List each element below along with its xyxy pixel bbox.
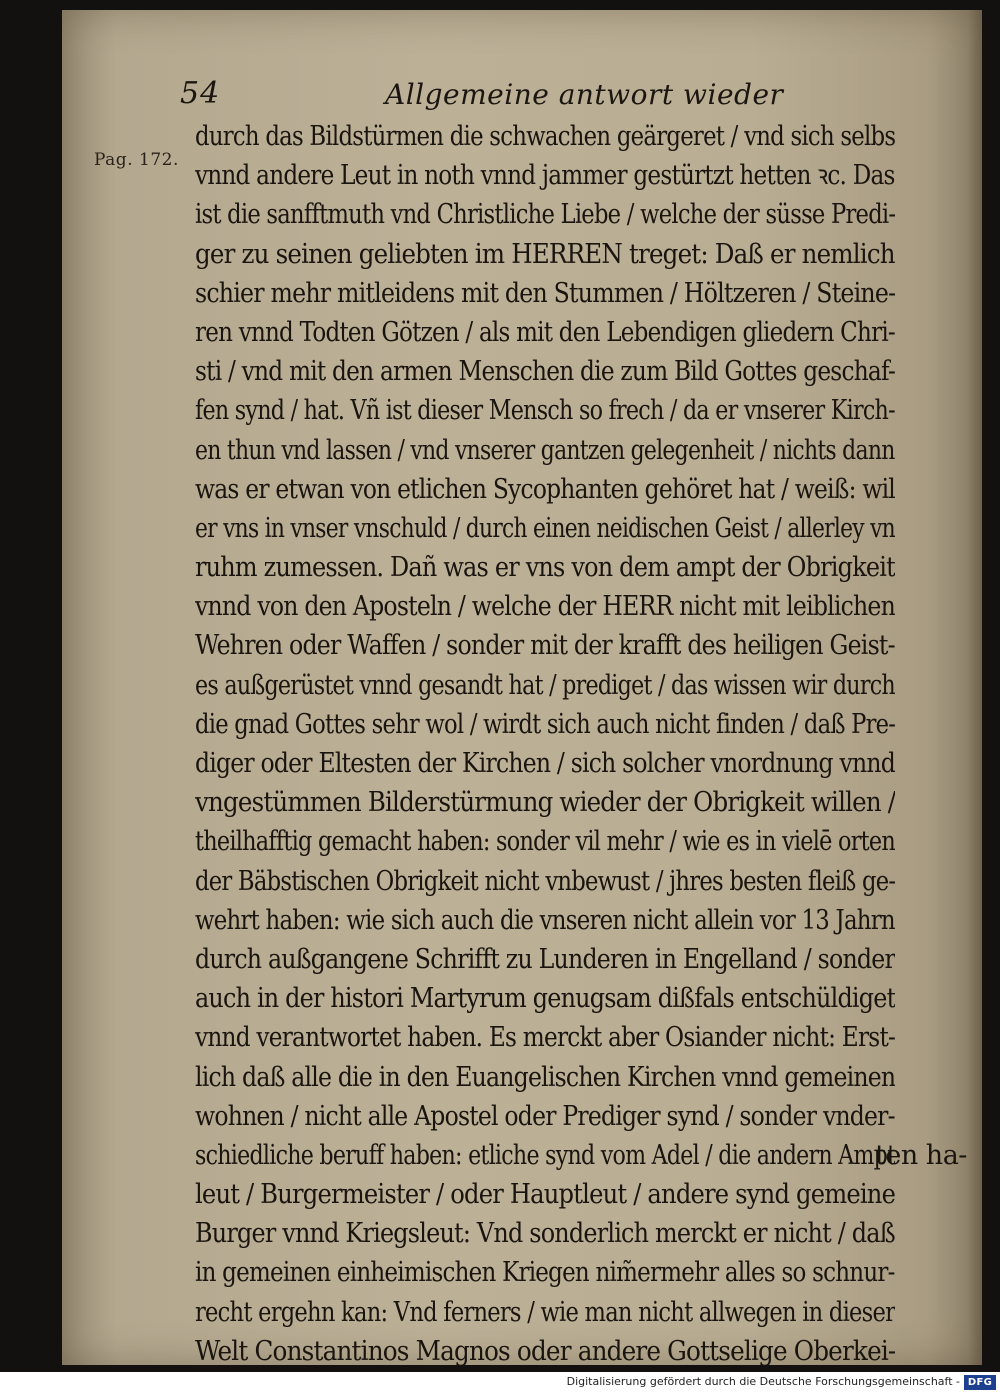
running-head-title: Allgemeine antwort wieder xyxy=(385,78,784,111)
text-line: durch das Bildstürmen die schwachen geärgeret / vnd sich selbs xyxy=(195,121,895,152)
text-line: die gnad Gottes sehr wol / wirdt sich auch nicht finden / daß Pre- xyxy=(195,708,895,740)
text-line: en thun vnd lassen / vnd vnserer gantzen gelegenheit / nichts dann xyxy=(195,434,895,466)
text-line: fen synd / hat. Vñ ist dieser Mensch so frech / da er vnserer Kirch- xyxy=(195,395,895,427)
text-line: leut / Burgermeister / oder Hauptleut / andere synd gemeine xyxy=(195,1179,895,1211)
text-line: vnnd von den Aposteln / welche der HERR nicht mit leiblichen xyxy=(195,591,895,623)
footer-bar xyxy=(0,1372,1000,1393)
text-line: vnnd andere Leut in noth vnnd jammer gestürtzt hetten ꝛc. Das xyxy=(195,160,895,192)
running-head xyxy=(180,72,880,112)
text-line: ist die sanfftmuth vnd Christliche Liebe / welche der süsse Predi- xyxy=(195,199,895,231)
text-line: in gemeinen einheimischen Kriegen nim̃ermehr alles so schnur- xyxy=(195,1257,895,1289)
marginal-note: Pag. 172. xyxy=(94,150,179,170)
text-line: sti / vnd mit den armen Menschen die zum Bild Gottes geschaf- xyxy=(195,356,895,388)
text-line: was er etwan von etlichen Sycophanten gehöret hat / weiß: wil xyxy=(195,473,895,505)
text-line: vnnd verantwortet haben. Es merckt aber Osiander nicht: Erst- xyxy=(195,1022,895,1054)
text-line: theilhafftig gemacht haben: sonder vil mehr / wie es in vielē orten xyxy=(195,826,895,858)
text-line: ger zu seinen geliebten im HERREN treget: Daß er nemlich xyxy=(195,238,895,270)
page-number: 54 xyxy=(180,76,221,111)
text-line: ren vnnd Todten Götzen / als mit den Lebendigen gliedern Chri- xyxy=(195,316,895,348)
text-line: Wehren oder Waffen / sonder mit der krafft des heiligen Geist- xyxy=(195,630,895,662)
text-line: Burger vnnd Kriegsleut: Vnd sonderlich merckt er nicht / daß xyxy=(195,1218,895,1250)
funding-notice: Digitalisierung gefördert durch die Deutsche Forschungsgemeinschaft - xyxy=(566,1375,960,1388)
text-line: es außgerüstet vnnd gesandt hat / prediget / das wissen wir durch xyxy=(195,669,895,701)
text-line: er vns in vnser vnschuld / durch einen neidischen Geist / allerley vn xyxy=(195,512,895,544)
text-line: auch in der histori Martyrum genugsam dißfals entschüldiget xyxy=(195,983,895,1015)
text-line: wehrt haben: wie sich auch die vnseren nicht allein vor 13 Jahrn xyxy=(195,904,895,936)
text-line: ruhm zumessen. Dañ was er vns von dem ampt der Obrigkeit xyxy=(195,552,895,584)
text-line: schier mehr mitleidens mit den Stummen / Höltzeren / Steine- xyxy=(195,277,895,309)
body-text xyxy=(195,117,895,1371)
text-line: schiedliche beruff haben: etliche synd vom Adel / die andern Ampt xyxy=(195,1139,895,1171)
dfg-logo: DFG xyxy=(964,1375,996,1390)
text-line: Welt Constantinos Magnos oder andere Gottselige Oberkei- xyxy=(195,1335,895,1367)
text-line: der Bäbstischen Obrigkeit nicht vnbewust / jhres besten fleiß ge- xyxy=(195,865,895,897)
text-line: vngestümmen Bilderstürmung wieder der Obrigkeit willen / xyxy=(195,787,895,819)
catchword: ten ha- xyxy=(875,1140,967,1171)
text-line: diger oder Eltesten der Kirchen / sich solcher vnordnung vnnd xyxy=(195,748,895,779)
text-line: wohnen / nicht alle Apostel oder Prediger synd / sonder vnder- xyxy=(195,1100,895,1132)
page-edge-shadow xyxy=(968,10,982,1365)
text-line: recht ergehn kan: Vnd ferners / wie man nicht allwegen in dieser xyxy=(195,1296,895,1328)
text-line: lich daß alle die in den Euangelischen Kirchen vnnd gemeinen xyxy=(195,1061,895,1093)
text-line: durch außgangene Schrifft zu Lunderen in Engelland / sonder xyxy=(195,943,895,975)
